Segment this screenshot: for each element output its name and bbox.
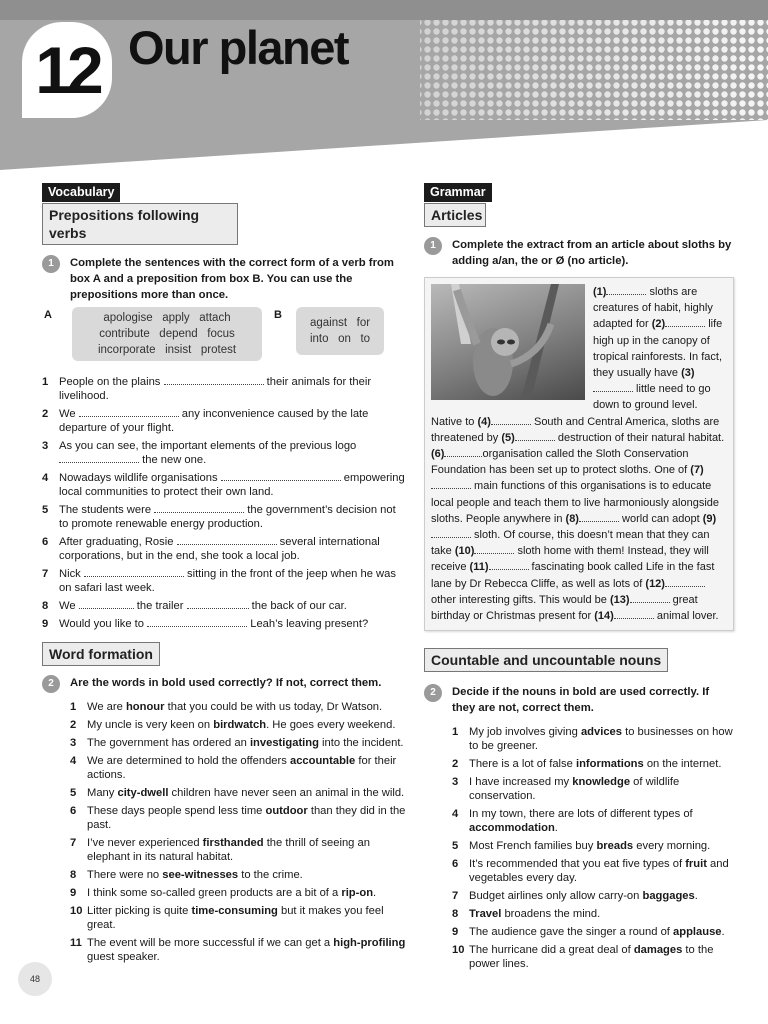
item-text: Would you like to (59, 618, 148, 630)
article-fragment: sloth. Of course, this doesn’t mean that they can take (431, 529, 710, 558)
list-item (70, 886, 407, 900)
item-text: to the power lines. (469, 944, 714, 971)
item-text: My uncle is very keen on (87, 719, 214, 731)
list-item (70, 936, 407, 964)
box-a-line: contribute depend focus (99, 328, 235, 340)
box-a-label: A (44, 309, 52, 321)
answer-gap[interactable] (444, 448, 482, 457)
list-item (70, 868, 407, 882)
item-number: 5 (42, 504, 49, 516)
article-fragment: great birthday or Christmas present for (431, 593, 698, 623)
item-number: 9 (452, 926, 459, 939)
item-number: 1 (452, 726, 459, 739)
answer-gap[interactable] (59, 454, 139, 463)
sloth-article (424, 277, 734, 631)
item-text: We are determined to hold the offenders (87, 755, 290, 767)
bold-word: damages (633, 944, 683, 957)
bold-word: fruit (685, 858, 707, 871)
list-item (70, 836, 407, 864)
answer-gap[interactable] (515, 432, 555, 441)
item-number: 1 (42, 376, 49, 388)
list-item (452, 807, 734, 835)
article-fragment: little need to go down to ground level. Native to (431, 383, 711, 428)
vocabulary-items (42, 375, 407, 631)
item-text: In my town, there are lots of different types of (469, 808, 693, 821)
bold-word: city-dwell (117, 787, 169, 799)
item-number: 3 (452, 776, 459, 789)
box-a (72, 307, 262, 361)
item-text: My job involves giving (469, 726, 581, 739)
bold-word: Travel (469, 908, 502, 921)
unit-number: 12 (35, 33, 99, 107)
page-number: 48 (18, 962, 52, 996)
item-text: every morning. (633, 840, 711, 853)
item-number: 10 (70, 905, 83, 917)
item-text: broadens the mind. (501, 908, 601, 921)
box-b (296, 307, 384, 355)
bold-word: knowledge (572, 776, 631, 789)
bold-word: high-profiling (333, 937, 406, 949)
item-text: Many (87, 787, 118, 799)
answer-gap[interactable] (79, 408, 179, 417)
item-text: There were no (87, 869, 163, 881)
item-text: The government has ordered an (87, 737, 250, 749)
item-text: the government’s decision not to promote renewable energy production. (59, 504, 396, 530)
gap-number: (3) (681, 367, 695, 380)
word-boxes (44, 307, 407, 361)
item-number: 6 (70, 805, 77, 817)
item-number: 9 (42, 618, 49, 630)
item-number: 8 (42, 600, 49, 612)
item-text: We (59, 408, 79, 420)
answer-gap[interactable] (579, 513, 619, 522)
list-item (42, 375, 407, 403)
item-number: 11 (70, 937, 82, 949)
item-text: Nick (59, 568, 84, 580)
item-text: The students were (59, 504, 155, 516)
item-text: guest speaker. (87, 951, 160, 963)
instruction-text: Are the words in bold used correctly? If not, correct them. (70, 677, 382, 689)
gap-number: (13) (609, 593, 630, 606)
list-item (70, 736, 407, 750)
sloth-illustration (431, 284, 585, 400)
item-number: 7 (452, 890, 459, 903)
item-number: 8 (70, 869, 77, 881)
box-b-line: against for (309, 317, 371, 329)
vocabulary-tag: Vocabulary (42, 183, 120, 202)
item-number: 3 (70, 737, 77, 749)
instruction-text: Complete the sentences with the correct form of a verb from box A and a preposition from box B. You can use the prepositions more than once. (70, 257, 394, 301)
answer-gap[interactable] (431, 480, 471, 489)
item-text: Leah’s leaving present? (247, 618, 369, 630)
exercise-number-badge: 1 (42, 255, 60, 273)
answer-gap[interactable] (630, 594, 670, 603)
right-column (424, 183, 734, 975)
article-fragment: world can adopt (618, 512, 703, 525)
gap-number: (5) (501, 431, 515, 444)
unit-banner (0, 0, 768, 170)
item-text: for their actions. (87, 755, 397, 781)
gap-number: (14) (594, 610, 614, 623)
list-item (452, 907, 734, 921)
article-fragment: organisation called the Sloth Conservation Foundation has been set up to protect sloths. One of (431, 448, 691, 477)
item-number: 2 (42, 408, 49, 420)
left-column (42, 183, 407, 968)
list-item (452, 943, 734, 971)
banner-background (0, 0, 768, 170)
instruction-text: Complete the extract from an article about sloths by adding a/an, the or Ø (no article). (452, 239, 732, 267)
list-item (452, 725, 734, 753)
item-text: sitting in the front of the jeep when he was on safari last week. (59, 568, 396, 594)
vocabulary-heading: Prepositions following verbs (42, 203, 238, 245)
unit-number-badge (22, 22, 112, 118)
bold-word: applause (673, 926, 722, 939)
item-number: 6 (452, 858, 459, 871)
article-fragment: sloth home with them! Instead, they will receive (431, 545, 709, 574)
item-text: . (721, 926, 725, 939)
bold-word: honour (125, 701, 165, 713)
item-number: 7 (42, 568, 49, 580)
item-text: It’s recommended that you eat five types of (469, 858, 686, 871)
item-text: to businesses on how to be greener. (469, 726, 733, 753)
article-fragment: sloths are creatures of habit, highly adapted for (593, 286, 713, 331)
item-text: After graduating, Rosie (59, 536, 177, 548)
list-item (452, 925, 734, 939)
answer-gap[interactable] (491, 416, 531, 425)
item-text: These days people spend less time (87, 805, 266, 817)
article-fragment: other interesting gifts. This would be (431, 593, 610, 606)
exercise-number-badge: 2 (424, 684, 442, 702)
gap-number: (6) (431, 448, 445, 461)
item-number: 6 (42, 536, 49, 548)
item-text: We are (87, 701, 126, 713)
item-number: 10 (452, 944, 465, 957)
article-fragment: main functions of this organisations is to educate local people and teach them to live harmoniously alongside sloths. People anywhere in (431, 480, 720, 525)
item-text: the new one. (139, 454, 207, 466)
item-text: of wildlife conservation. (469, 776, 680, 803)
item-text: The event will be more successful if we can get a (87, 937, 334, 949)
list-item (42, 535, 407, 563)
item-text: on the internet. (643, 758, 722, 771)
item-text: People on the plains (59, 376, 164, 388)
answer-gap[interactable] (84, 568, 184, 577)
list-item (452, 839, 734, 853)
item-text: the back of our car. (248, 600, 347, 612)
bold-word: accountable (289, 755, 356, 767)
article-fragment: life high up in the canopy of tropical rainforests. In fact, they usually have (593, 318, 723, 380)
exercise-number-badge: 1 (424, 237, 442, 255)
answer-gap[interactable] (164, 376, 264, 385)
item-text: . (554, 822, 558, 835)
gap-number: (4) (477, 415, 491, 428)
item-number: 2 (452, 758, 459, 771)
item-number: 4 (452, 808, 459, 821)
gap-number: (7) (690, 464, 704, 477)
countable-items (424, 725, 734, 971)
list-item (42, 503, 407, 531)
list-item (70, 904, 407, 932)
item-text: the trailer (133, 600, 187, 612)
answer-gap[interactable] (154, 504, 244, 513)
item-number: 2 (70, 719, 77, 731)
answer-gap[interactable] (474, 545, 514, 554)
grammar-tag: Grammar (424, 183, 492, 202)
bold-word: advices (580, 726, 622, 739)
article-fragment: destruction of their natural habitat. (554, 431, 725, 444)
gap-number: (2) (651, 318, 666, 331)
answer-gap[interactable] (187, 600, 249, 609)
bold-word: investigating (249, 737, 319, 749)
box-a-line: incorporate insist protest (97, 344, 237, 356)
item-text: Nowadays wildlife organisations (59, 472, 221, 484)
bold-word: see-witnesses (162, 869, 239, 881)
item-text: into the incident. (318, 737, 404, 749)
instruction-text: Decide if the nouns in bold are used correctly. If they are not, correct them. (452, 686, 710, 715)
list-item (42, 439, 407, 467)
article-fragment: animal lover. (653, 610, 719, 623)
item-text: . He goes every weekend. (266, 719, 396, 731)
answer-gap[interactable] (614, 610, 654, 619)
item-text: Litter picking is quite (87, 905, 192, 917)
box-b-line: into on to (309, 333, 371, 345)
bold-word: time-consuming (191, 905, 278, 917)
answer-gap[interactable] (431, 529, 471, 538)
box-a-line: apologise apply attach (103, 312, 231, 324)
item-text: . (694, 890, 698, 903)
item-text: I think some so-called green products are a bit of a (87, 887, 342, 899)
item-number: 7 (70, 837, 77, 849)
item-text: and vegetables every day. (469, 858, 729, 885)
exercise-number-badge: 2 (42, 675, 60, 693)
answer-gap[interactable] (665, 578, 705, 587)
answer-gap[interactable] (665, 318, 705, 327)
item-number: 8 (452, 908, 459, 921)
item-text: than they did in the past. (87, 805, 406, 831)
item-text: There is a lot of false (469, 758, 576, 771)
list-item (42, 407, 407, 435)
bold-word: baggages (642, 890, 695, 903)
word-formation-instruction (42, 675, 407, 691)
item-text: Most French families buy (469, 840, 597, 853)
list-item (42, 471, 407, 499)
bold-word: birdwatch (213, 719, 267, 731)
grammar-heading: Articles (424, 203, 486, 227)
list-item (70, 804, 407, 832)
item-text: children have never seen an animal in the wild. (168, 787, 405, 799)
vocabulary-instruction (42, 255, 407, 303)
item-number: 4 (42, 472, 49, 484)
item-number: 9 (70, 887, 77, 899)
word-formation-items (42, 700, 407, 964)
bold-word: breads (596, 840, 634, 853)
item-text: . (373, 887, 377, 899)
list-item (452, 757, 734, 771)
list-item (42, 617, 407, 631)
list-item (70, 700, 407, 714)
sloth-photo (431, 284, 585, 400)
list-item (70, 786, 407, 800)
bold-word: accommodation (469, 822, 555, 835)
list-item (42, 567, 407, 595)
gap-number: (12) (645, 577, 665, 590)
item-number: 4 (70, 755, 77, 767)
bold-word: outdoor (265, 805, 308, 817)
list-item (70, 718, 407, 732)
gap-number: (8) (565, 512, 579, 525)
item-text: that you could be with us today, Dr Watson. (164, 701, 383, 713)
bold-word: rip-on (341, 887, 374, 899)
item-text: I have increased my (469, 776, 573, 789)
item-text: but it makes you feel great. (87, 905, 384, 931)
answer-gap[interactable] (221, 472, 341, 481)
answer-gap[interactable] (177, 536, 277, 545)
item-text: any inconvenience caused by the late departure of your flight. (59, 408, 369, 434)
gap-number: (11) (469, 561, 489, 574)
list-item (452, 889, 734, 903)
countable-heading: Countable and uncountable nouns (424, 648, 668, 672)
item-number: 5 (452, 840, 459, 853)
gap-number: (9) (702, 512, 717, 525)
item-number: 1 (70, 701, 77, 713)
item-number: 3 (42, 440, 49, 452)
item-text: We (59, 600, 79, 612)
answer-gap[interactable] (606, 286, 646, 295)
list-item (452, 775, 734, 803)
item-text: several international corporations, but in the end, she took a local job. (59, 536, 380, 562)
item-text: Budget airlines only allow carry-on (469, 890, 643, 903)
item-number: 5 (70, 787, 77, 799)
answer-gap[interactable] (489, 561, 529, 570)
item-text: I’ve never experienced (87, 837, 203, 849)
answer-gap[interactable] (147, 618, 247, 627)
item-text: to the crime. (238, 869, 303, 881)
gap-number: (1) (593, 286, 607, 298)
box-b-label: B (274, 309, 282, 321)
grammar-instruction (424, 237, 734, 269)
article-fragment: South and Central America, sloths are threatened by (431, 415, 720, 444)
item-text: empowering local communities to protect their own land. (59, 472, 405, 498)
item-text: the thrill of seeing an elephant in its natural habitat. (87, 837, 370, 863)
unit-title: Our planet (128, 21, 349, 74)
list-item (452, 857, 734, 885)
gap-number: (10) (454, 545, 475, 558)
word-formation-heading: Word formation (42, 642, 160, 666)
answer-gap[interactable] (593, 383, 633, 392)
list-item (70, 754, 407, 782)
item-text: The hurricane did a great deal of (469, 944, 634, 957)
answer-gap[interactable] (79, 600, 134, 609)
article-fragment: fascinating book called Life in the fast lane by Dr Rebecca Cliffe, as well as lots of (431, 561, 715, 590)
bold-word: informations (575, 758, 644, 771)
bold-word: firsthanded (202, 837, 264, 849)
list-item (42, 599, 407, 613)
item-text: As you can see, the important elements of the previous logo (59, 440, 357, 452)
item-text: their animals for their livelihood. (59, 376, 372, 402)
item-text: The audience gave the singer a round of (469, 926, 674, 939)
countable-instruction (424, 684, 734, 716)
